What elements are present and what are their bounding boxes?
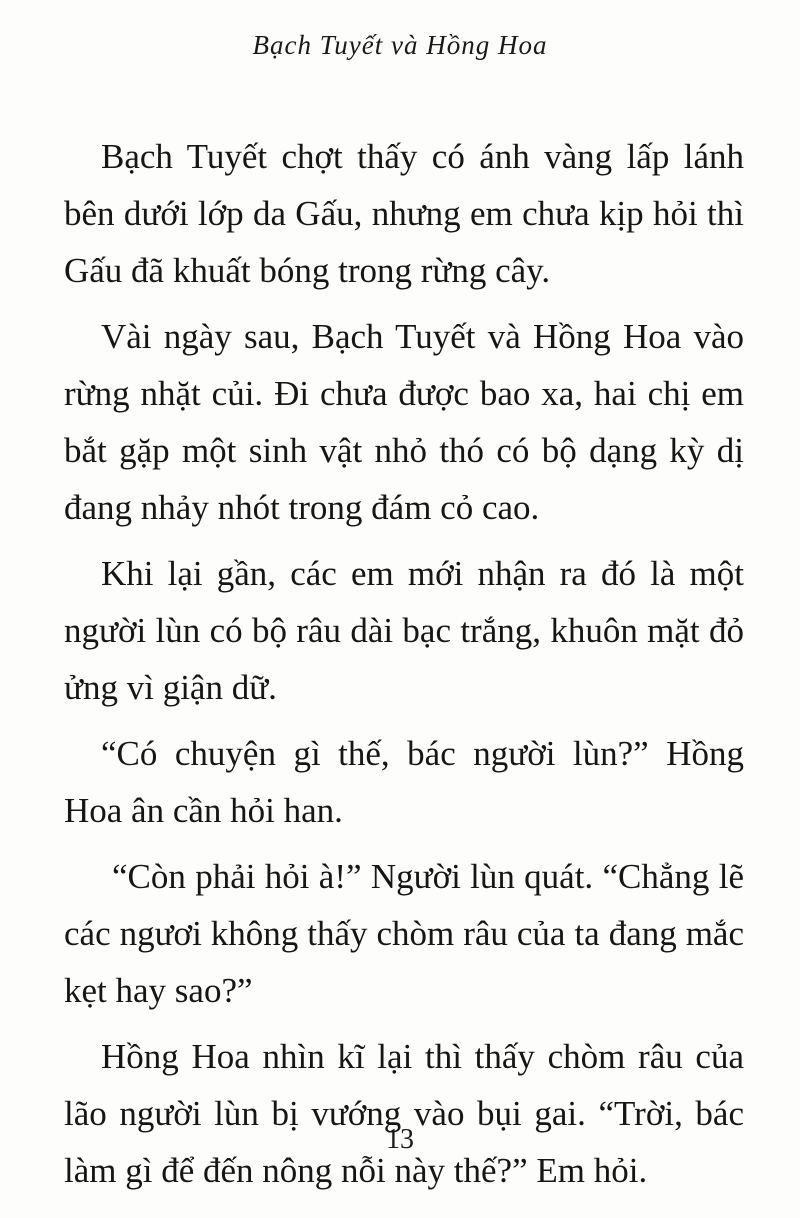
paragraph: “Có chuyện gì thế, bác người lùn?” Hồng Hoa ân cần hỏi han. — [64, 734, 744, 830]
paragraph: Hồng Hoa nhìn kĩ lại thì thấy chòm râu của lão người lùn bị vướng vào bụi gai. “Trời, bác làm gì để đến nông nỗi này thế?” Em hỏi. — [64, 1037, 744, 1190]
paragraph: Khi lại gần, các em mới nhận ra đó là một người lùn có bộ râu dài bạc trắng, khuôn mặt đỏ ửng vì giận dữ. — [64, 554, 744, 707]
paragraph: Vài ngày sau, Bạch Tuyết và Hồng Hoa vào rừng nhặt củi. Đi chưa được bao xa, hai chị em bắt gặp một sinh vật nhỏ thó có bộ dạng kỳ dị đang nhảy nhót trong đám cỏ cao. — [64, 317, 744, 527]
paragraph: Bạch Tuyết chợt thấy có ánh vàng lấp lánh bên dưới lớp da Gấu, nhưng em chưa kịp hỏi thì Gấu đã khuất bóng trong rừng cây. — [64, 137, 744, 290]
body-text — [64, 128, 744, 1208]
paragraph: “Còn phải hỏi à!” Người lùn quát. “Chẳng lẽ các ngươi không thấy chòm râu của ta đang mắc kẹt hay sao?” — [64, 857, 744, 1010]
running-title: Bạch Tuyết và Hồng Hoa — [252, 30, 548, 60]
page-number: 13 — [386, 1124, 414, 1155]
